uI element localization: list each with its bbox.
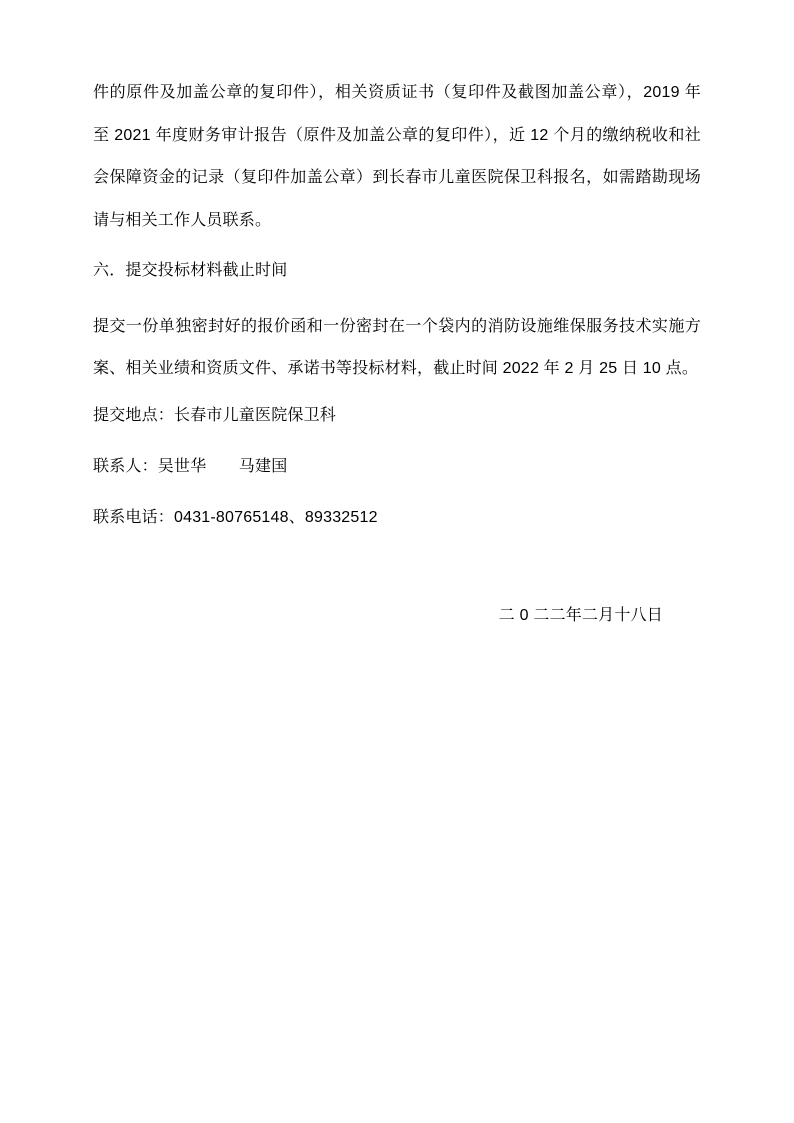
paragraph-contact-phone: 联系电话：0431-80765148、89332512 — [93, 508, 378, 526]
heading-section-six-deadline: 六．提交投标材料截止时间 — [93, 262, 288, 279]
paragraph-submission-location: 提交地点：长春市儿童医院保卫科 — [93, 406, 337, 424]
paragraph-registration-materials: 件的原件及加盖公章的复印件），相关资质证书（复印件及截图加盖公章），2019 年至 2021 年度财务审计报告（原件及加盖公章的复印件），近 12 个月的缴纳税收和社会保障资金的记录（复印件加盖公章）到长春市儿童医院保卫科报名，如需踏勘现场请与相关工作人员联系。 — [93, 84, 701, 229]
paragraph-signature-date: 二 0 二二年二月十八日 — [498, 607, 663, 624]
paragraph-submission-requirements: 提交一份单独密封好的报价函和一份密封在一个袋内的消防设施维保服务技术实施方案、相关业绩和资质文件、承诺书等投标材料，截止时间 2022 年 2 月 25 日 10 点。 — [93, 317, 701, 377]
paragraph-contact-persons: 联系人：吴世华 马建国 — [93, 458, 288, 475]
